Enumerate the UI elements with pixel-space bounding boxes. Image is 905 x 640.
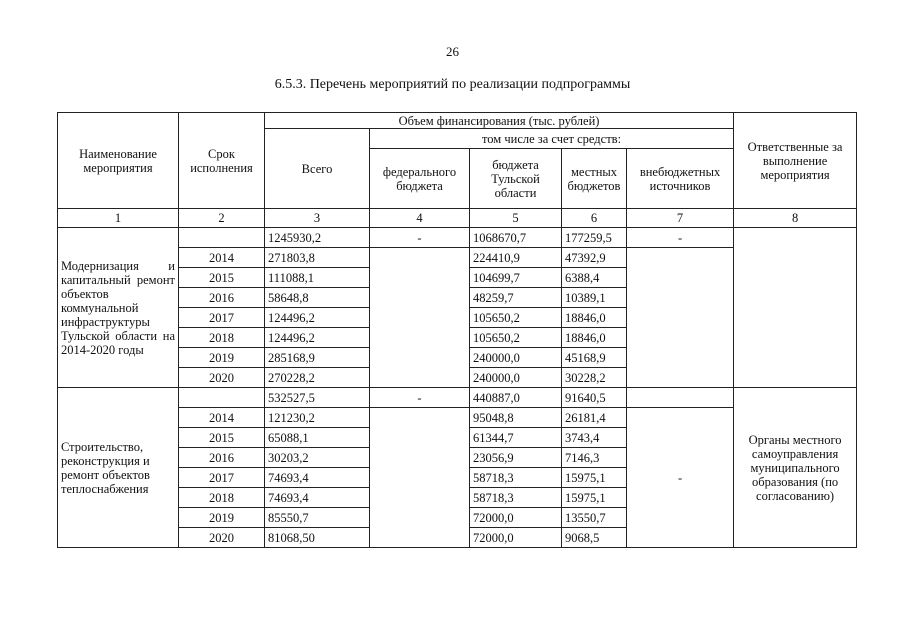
local-cell: 6388,4	[562, 268, 627, 288]
column-number: 2	[179, 209, 265, 228]
year-cell: 2017	[179, 308, 265, 328]
total-cell: 81068,50	[265, 528, 370, 548]
term-cell-empty	[179, 228, 265, 248]
regional-cell: 72000,0	[470, 528, 562, 548]
year-cell: 2015	[179, 268, 265, 288]
column-number: 3	[265, 209, 370, 228]
year-cell: 2018	[179, 328, 265, 348]
column-numbers-row	[58, 209, 857, 228]
column-number: 5	[470, 209, 562, 228]
header-responsible: Ответственные за выполнение мероприятия	[734, 113, 857, 209]
local-cell: 91640,5	[562, 388, 627, 408]
total-cell: 58648,8	[265, 288, 370, 308]
local-cell: 18846,0	[562, 308, 627, 328]
header-including: том числе за счет средств:	[370, 129, 734, 149]
regional-cell: 72000,0	[470, 508, 562, 528]
regional-cell: 240000,0	[470, 348, 562, 368]
total-cell: 1245930,2	[265, 228, 370, 248]
header-funding: Объем финансирования (тыс. рублей)	[265, 113, 734, 129]
federal-cell: -	[370, 388, 470, 408]
regional-cell: 440887,0	[470, 388, 562, 408]
measure-total-row	[58, 228, 857, 248]
header-name: Наименование мероприятия	[58, 113, 179, 209]
measures-table	[57, 112, 857, 548]
year-cell: 2019	[179, 348, 265, 368]
total-cell: 74693,4	[265, 468, 370, 488]
extra-cell-merged	[627, 248, 734, 388]
local-cell: 3743,4	[562, 428, 627, 448]
regional-cell: 58718,3	[470, 468, 562, 488]
section-title: 6.5.3. Перечень мероприятий по реализации подпрограммы	[274, 77, 631, 92]
year-cell: 2020	[179, 368, 265, 388]
column-number: 7	[627, 209, 734, 228]
regional-cell: 224410,9	[470, 248, 562, 268]
federal-cell-merged	[370, 248, 470, 388]
total-cell: 270228,2	[265, 368, 370, 388]
total-cell: 30203,2	[265, 448, 370, 468]
federal-cell: -	[370, 228, 470, 248]
local-cell: 15975,1	[562, 488, 627, 508]
regional-cell: 95048,8	[470, 408, 562, 428]
header-total: Всего	[265, 129, 370, 209]
total-cell: 532527,5	[265, 388, 370, 408]
local-cell: 18846,0	[562, 328, 627, 348]
year-cell: 2016	[179, 448, 265, 468]
year-cell: 2015	[179, 428, 265, 448]
local-cell: 9068,5	[562, 528, 627, 548]
local-cell: 10389,1	[562, 288, 627, 308]
page-number: 26	[446, 44, 459, 59]
term-cell-empty	[179, 388, 265, 408]
local-cell: 177259,5	[562, 228, 627, 248]
year-cell: 2014	[179, 248, 265, 268]
total-cell: 121230,2	[265, 408, 370, 428]
responsible-cell-empty	[734, 228, 857, 388]
column-number: 4	[370, 209, 470, 228]
extra-cell-empty	[627, 388, 734, 408]
measure-total-row	[58, 388, 857, 408]
regional-cell: 48259,7	[470, 288, 562, 308]
year-cell: 2020	[179, 528, 265, 548]
local-cell: 7146,3	[562, 448, 627, 468]
header-term: Срок исполнения	[179, 113, 265, 209]
extra-cell: -	[627, 228, 734, 248]
measure-name: Строительство, реконструкция и ремонт объектов теплоснабжения	[58, 388, 179, 548]
year-cell: 2017	[179, 468, 265, 488]
header-regional: бюджета Тульской области	[470, 149, 562, 209]
year-cell: 2016	[179, 288, 265, 308]
total-cell: 124496,2	[265, 308, 370, 328]
column-number: 1	[58, 209, 179, 228]
extra-cell-merged: -	[627, 408, 734, 548]
regional-cell: 58718,3	[470, 488, 562, 508]
regional-cell: 61344,7	[470, 428, 562, 448]
column-number: 8	[734, 209, 857, 228]
measure-name: Модернизация и капитальный ремонт объектов коммунальной инфраструктуры Тульской области на 2014-2020 годы	[58, 228, 179, 388]
local-cell: 26181,4	[562, 408, 627, 428]
local-cell: 13550,7	[562, 508, 627, 528]
header-federal: федерального бюджета	[370, 149, 470, 209]
regional-cell: 1068670,7	[470, 228, 562, 248]
total-cell: 271803,8	[265, 248, 370, 268]
year-cell: 2018	[179, 488, 265, 508]
column-number: 6	[562, 209, 627, 228]
regional-cell: 23056,9	[470, 448, 562, 468]
total-cell: 111088,1	[265, 268, 370, 288]
total-cell: 124496,2	[265, 328, 370, 348]
local-cell: 15975,1	[562, 468, 627, 488]
total-cell: 285168,9	[265, 348, 370, 368]
total-cell: 85550,7	[265, 508, 370, 528]
regional-cell: 104699,7	[470, 268, 562, 288]
local-cell: 30228,2	[562, 368, 627, 388]
regional-cell: 105650,2	[470, 308, 562, 328]
header-extra: внебюджетных источников	[627, 149, 734, 209]
header-local: местных бюджетов	[562, 149, 627, 209]
federal-cell-merged	[370, 408, 470, 548]
responsible-cell: Органы местного самоуправления муниципального образования (по согласованию)	[734, 388, 857, 548]
regional-cell: 105650,2	[470, 328, 562, 348]
total-cell: 74693,4	[265, 488, 370, 508]
regional-cell: 240000,0	[470, 368, 562, 388]
year-cell: 2019	[179, 508, 265, 528]
local-cell: 45168,9	[562, 348, 627, 368]
table-body	[58, 228, 857, 548]
local-cell: 47392,9	[562, 248, 627, 268]
year-cell: 2014	[179, 408, 265, 428]
total-cell: 65088,1	[265, 428, 370, 448]
